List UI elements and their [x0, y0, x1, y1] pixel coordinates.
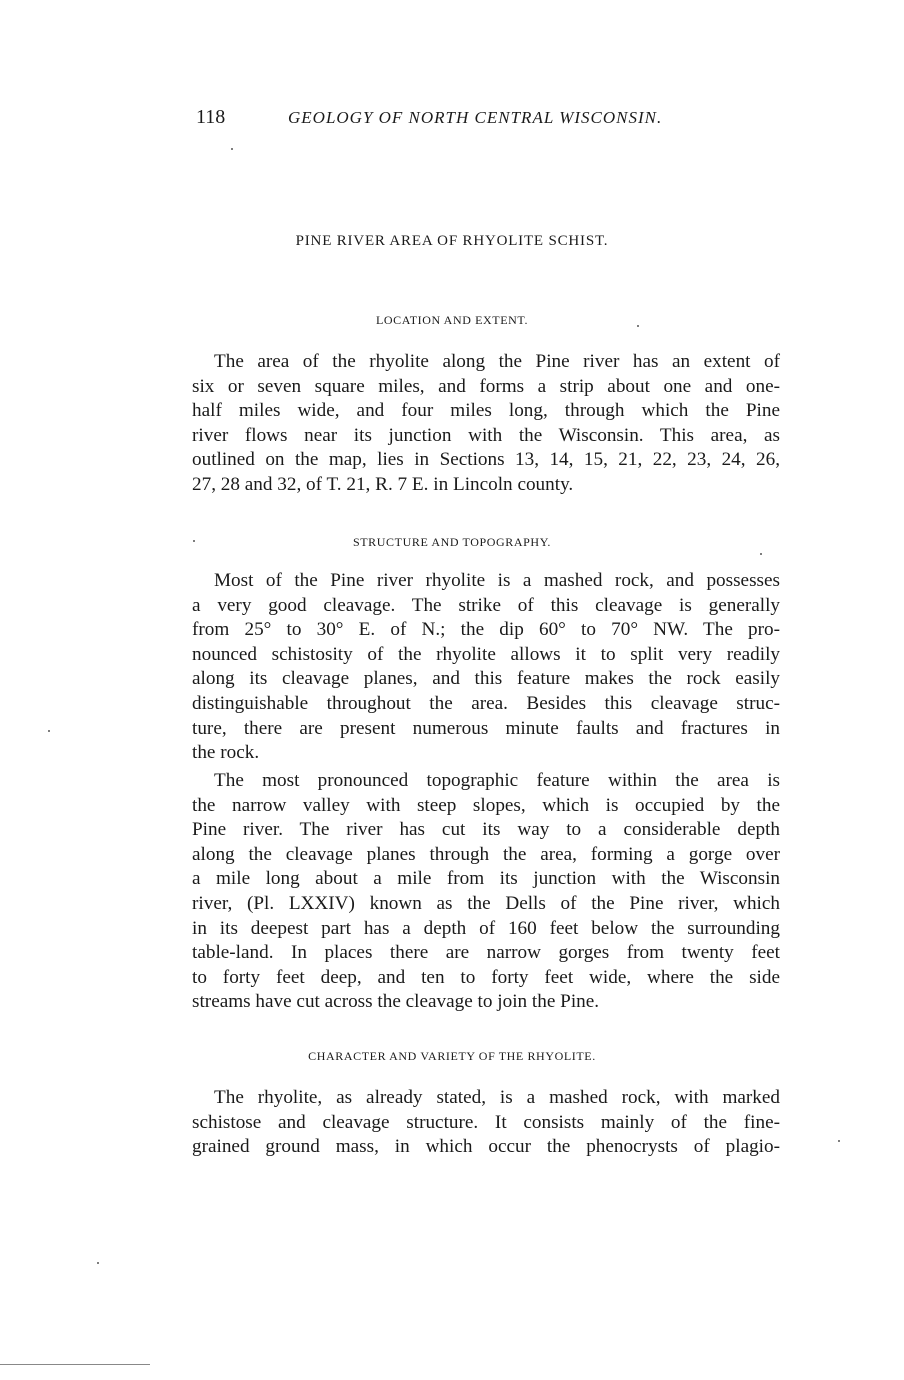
- paragraph-line: The rhyolite, as already stated, is a mashed rock, with marked: [214, 1087, 780, 1108]
- scan-speck: [193, 540, 195, 542]
- location-paragraph: [192, 350, 780, 498]
- paragraph-line: outlined on the map, lies in Sections 13, 14, 15, 21, 22, 23, 24, 26,: [192, 449, 780, 471]
- paragraph-line: along the cleavage planes through the area, forming a gorge over: [192, 843, 780, 865]
- scan-speck: [97, 1262, 99, 1264]
- scan-speck: [838, 1140, 840, 1142]
- paragraph-line: 27, 28 and 32, of T. 21, R. 7 E. in Lincoln county.: [192, 473, 574, 495]
- paragraph-line: The most pronounced topographic feature within the area is: [214, 770, 780, 791]
- structure-paragraph-1: [192, 569, 780, 766]
- paragraph-line: from 25° to 30° E. of N.; the dip 60° to 70° NW. The pro-: [192, 619, 780, 641]
- paragraph-line: grained ground mass, in which occur the phenocrysts of plagio-: [192, 1136, 780, 1158]
- running-title: GEOLOGY OF NORTH CENTRAL WISCONSIN.: [288, 108, 663, 127]
- scan-speck: [760, 553, 762, 555]
- paragraph-line: schistose and cleavage structure. It consists mainly of the fine-: [192, 1111, 780, 1133]
- structure-paragraph-2: [192, 769, 780, 1015]
- paragraph-line: streams have cut across the cleavage to join the Pine.: [192, 991, 600, 1013]
- structure-heading: STRUCTURE AND TOPOGRAPHY.: [352, 535, 552, 549]
- paragraph-line: Most of the Pine river rhyolite is a mashed rock, and possesses: [214, 570, 780, 591]
- location-heading: LOCATION AND EXTENT.: [375, 313, 529, 327]
- paragraph-line: half miles wide, and four miles long, through which the Pine: [192, 400, 780, 422]
- paragraph-line: in its deepest part has a depth of 160 feet below the surrounding: [192, 917, 780, 939]
- character-heading: CHARACTER AND VARIETY OF THE RHYOLITE.: [308, 1049, 596, 1063]
- paragraph-line: a very good cleavage. The strike of this cleavage is generally: [192, 594, 780, 616]
- character-paragraph: [192, 1086, 780, 1160]
- paragraph-line: nounced schistosity of the rhyolite allows it to split very readily: [192, 643, 780, 665]
- paragraph-line: along its cleavage planes, and this feature makes the rock easily: [192, 668, 780, 690]
- scan-edge-line: [0, 1364, 150, 1365]
- paragraph-line: river, (Pl. LXXIV) known as the Dells of the Pine river, which: [192, 892, 780, 914]
- paragraph-line: Pine river. The river has cut its way to a considerable depth: [192, 819, 780, 841]
- scan-speck: [637, 325, 639, 327]
- paragraph-line: the narrow valley with steep slopes, which is occupied by the: [192, 794, 780, 816]
- paragraph-line: The area of the rhyolite along the Pine river has an extent of: [214, 351, 780, 372]
- running-head: [196, 106, 716, 136]
- paragraph-line: ture, there are present numerous minute faults and fractures in: [192, 717, 780, 739]
- scan-speck: [231, 148, 233, 150]
- paragraph-line: six or seven square miles, and forms a strip about one and one-: [192, 375, 780, 397]
- page-number: 118: [196, 106, 226, 128]
- section-title: PINE RIVER AREA OF RHYOLITE SCHIST.: [295, 233, 609, 249]
- paragraph-line: a mile long about a mile from its junction with the Wisconsin: [192, 868, 780, 890]
- scan-speck: [48, 730, 50, 732]
- paragraph-line: to forty feet deep, and ten to forty feet wide, where the side: [192, 966, 780, 988]
- paragraph-line: table-land. In places there are narrow gorges from twenty feet: [192, 942, 780, 964]
- paragraph-line: distinguishable throughout the area. Besides this cleavage struc-: [192, 692, 780, 714]
- paragraph-line: river flows near its junction with the Wisconsin. This area, as: [192, 424, 780, 446]
- paragraph-line: the rock.: [192, 742, 260, 764]
